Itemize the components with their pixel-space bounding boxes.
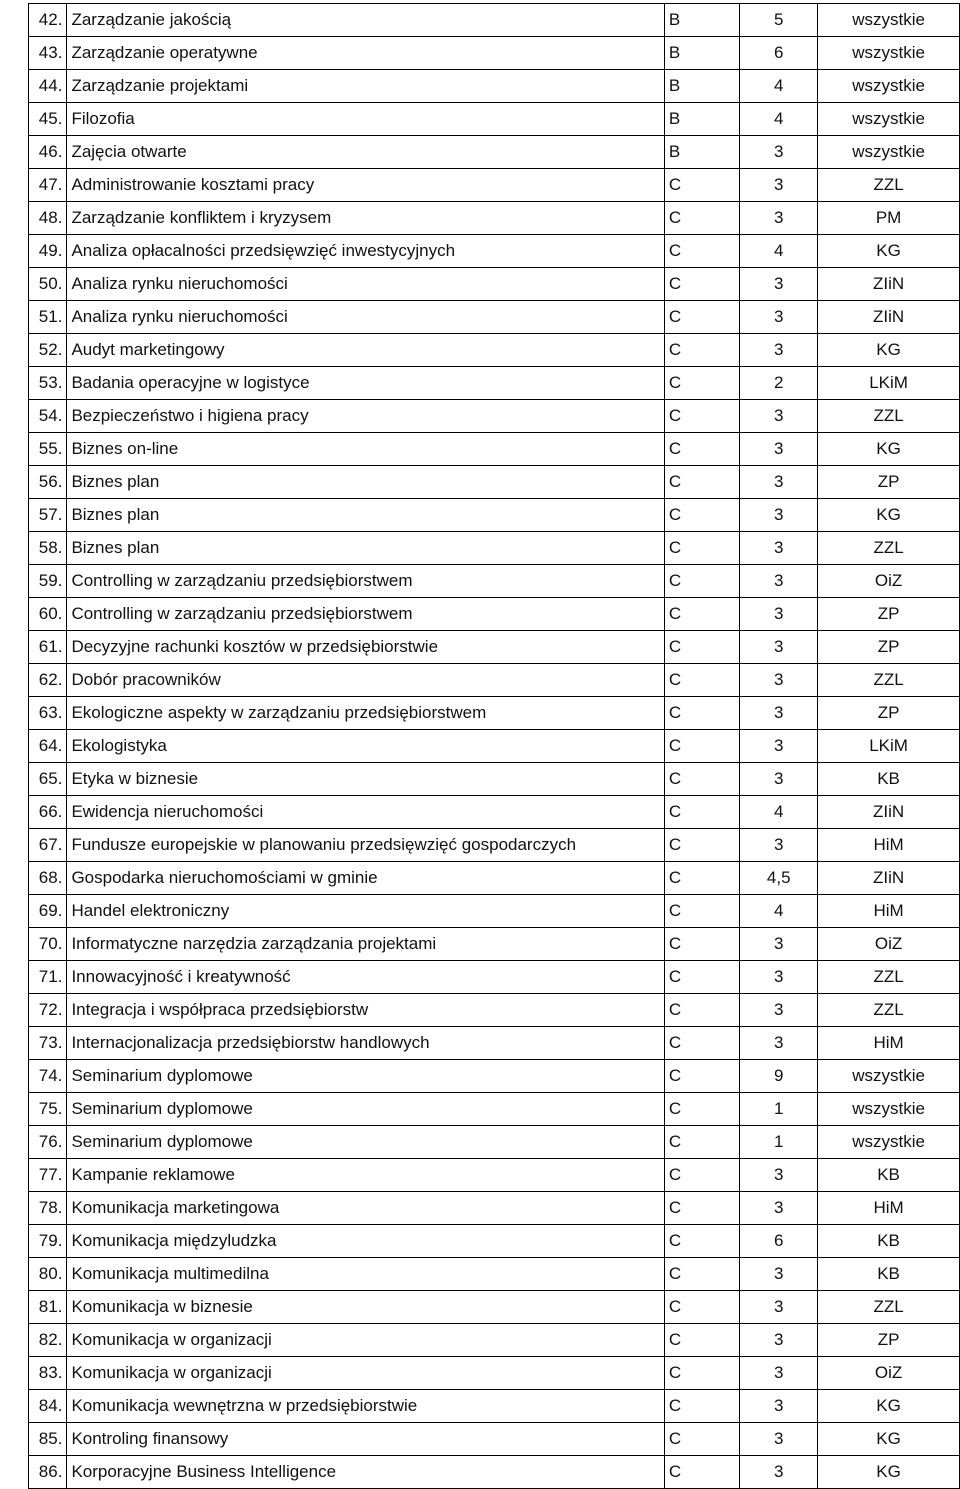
ects-points: 3 (740, 1159, 818, 1192)
ects-points: 3 (740, 466, 818, 499)
ects-points: 3 (740, 1390, 818, 1423)
specialization: KB (818, 1258, 960, 1291)
course-name: Zarządzanie projektami (67, 70, 664, 103)
ects-points: 3 (740, 1258, 818, 1291)
table-row (29, 730, 960, 763)
table-row (29, 103, 960, 136)
ects-points: 4 (740, 70, 818, 103)
specialization: wszystkie (818, 136, 960, 169)
ects-points: 1 (740, 1093, 818, 1126)
specialization: ZP (818, 631, 960, 664)
row-number: 79. (29, 1225, 67, 1258)
specialization: ZZL (818, 994, 960, 1027)
specialization: KG (818, 433, 960, 466)
course-type: B (664, 70, 739, 103)
ects-points: 3 (740, 1324, 818, 1357)
specialization: KG (818, 334, 960, 367)
course-type: C (664, 1027, 739, 1060)
table-row (29, 433, 960, 466)
row-number: 75. (29, 1093, 67, 1126)
course-type: C (664, 169, 739, 202)
table-row (29, 1357, 960, 1390)
course-type: B (664, 136, 739, 169)
ects-points: 3 (740, 994, 818, 1027)
course-name: Zarządzanie jakością (67, 4, 664, 37)
course-type: C (664, 268, 739, 301)
row-number: 45. (29, 103, 67, 136)
course-type: B (664, 4, 739, 37)
specialization: wszystkie (818, 1126, 960, 1159)
course-name: Seminarium dyplomowe (67, 1060, 664, 1093)
table-row (29, 499, 960, 532)
row-number: 52. (29, 334, 67, 367)
row-number: 48. (29, 202, 67, 235)
course-name: Komunikacja multimedilna (67, 1258, 664, 1291)
row-number: 69. (29, 895, 67, 928)
ects-points: 3 (740, 169, 818, 202)
table-row (29, 532, 960, 565)
course-name: Ekologiczne aspekty w zarządzaniu przedsiębiorstwem (67, 697, 664, 730)
table-row (29, 367, 960, 400)
course-type: C (664, 1456, 739, 1489)
row-number: 67. (29, 829, 67, 862)
ects-points: 3 (740, 730, 818, 763)
table-row (29, 169, 960, 202)
course-name: Gospodarka nieruchomościami w gminie (67, 862, 664, 895)
table-row (29, 400, 960, 433)
row-number: 84. (29, 1390, 67, 1423)
course-type: C (664, 1225, 739, 1258)
row-number: 73. (29, 1027, 67, 1060)
table-row (29, 1093, 960, 1126)
table-row (29, 70, 960, 103)
row-number: 51. (29, 301, 67, 334)
course-type: C (664, 466, 739, 499)
row-number: 58. (29, 532, 67, 565)
course-type: C (664, 1423, 739, 1456)
row-number: 50. (29, 268, 67, 301)
specialization: ZP (818, 466, 960, 499)
row-number: 81. (29, 1291, 67, 1324)
ects-points: 6 (740, 37, 818, 70)
specialization: ZIiN (818, 796, 960, 829)
ects-points: 3 (740, 664, 818, 697)
table-row (29, 334, 960, 367)
course-type: C (664, 796, 739, 829)
specialization: OiZ (818, 928, 960, 961)
course-name: Bezpieczeństwo i higiena pracy (67, 400, 664, 433)
table-row (29, 301, 960, 334)
course-type: C (664, 829, 739, 862)
table-row (29, 829, 960, 862)
course-type: C (664, 367, 739, 400)
course-name: Fundusze europejskie w planowaniu przedsięwzięć gospodarczych (67, 829, 664, 862)
row-number: 49. (29, 235, 67, 268)
specialization: wszystkie (818, 70, 960, 103)
table-row (29, 1456, 960, 1489)
row-number: 86. (29, 1456, 67, 1489)
specialization: ZP (818, 598, 960, 631)
specialization: ZP (818, 1324, 960, 1357)
specialization: ZP (818, 697, 960, 730)
course-name: Seminarium dyplomowe (67, 1126, 664, 1159)
specialization: HiM (818, 829, 960, 862)
ects-points: 6 (740, 1225, 818, 1258)
course-type: C (664, 202, 739, 235)
specialization: ZIiN (818, 862, 960, 895)
ects-points: 4 (740, 895, 818, 928)
specialization: KG (818, 499, 960, 532)
specialization: wszystkie (818, 1060, 960, 1093)
table-row (29, 1324, 960, 1357)
specialization: wszystkie (818, 4, 960, 37)
course-name: Komunikacja międzyludzka (67, 1225, 664, 1258)
course-name: Informatyczne narzędzia zarządzania projektami (67, 928, 664, 961)
table-row (29, 631, 960, 664)
course-type: C (664, 1126, 739, 1159)
table-row (29, 1258, 960, 1291)
row-number: 74. (29, 1060, 67, 1093)
ects-points: 4 (740, 103, 818, 136)
table-row (29, 136, 960, 169)
course-type: C (664, 928, 739, 961)
row-number: 57. (29, 499, 67, 532)
course-name: Ekologistyka (67, 730, 664, 763)
course-type: C (664, 1093, 739, 1126)
course-type: B (664, 103, 739, 136)
row-number: 71. (29, 961, 67, 994)
course-type: B (664, 37, 739, 70)
ects-points: 3 (740, 400, 818, 433)
ects-points: 3 (740, 334, 818, 367)
course-type: C (664, 1357, 739, 1390)
ects-points: 3 (740, 136, 818, 169)
table-row (29, 4, 960, 37)
course-name: Controlling w zarządzaniu przedsiębiorstwem (67, 598, 664, 631)
ects-points: 4 (740, 796, 818, 829)
course-name: Biznes plan (67, 466, 664, 499)
course-type: C (664, 1192, 739, 1225)
course-name: Badania operacyjne w logistyce (67, 367, 664, 400)
course-type: C (664, 1159, 739, 1192)
course-name: Administrowanie kosztami pracy (67, 169, 664, 202)
specialization: KB (818, 1225, 960, 1258)
course-type: C (664, 994, 739, 1027)
row-number: 42. (29, 4, 67, 37)
ects-points: 3 (740, 1357, 818, 1390)
ects-points: 3 (740, 1027, 818, 1060)
row-number: 44. (29, 70, 67, 103)
specialization: HiM (818, 1027, 960, 1060)
course-name: Zajęcia otwarte (67, 136, 664, 169)
specialization: ZZL (818, 961, 960, 994)
specialization: OiZ (818, 565, 960, 598)
course-type: C (664, 1258, 739, 1291)
course-name: Handel elektroniczny (67, 895, 664, 928)
table-row (29, 598, 960, 631)
course-name: Audyt marketingowy (67, 334, 664, 367)
table-row (29, 961, 960, 994)
ects-points: 3 (740, 499, 818, 532)
course-type: C (664, 697, 739, 730)
table-row (29, 895, 960, 928)
specialization: LKiM (818, 730, 960, 763)
row-number: 77. (29, 1159, 67, 1192)
course-name: Filozofia (67, 103, 664, 136)
course-type: C (664, 499, 739, 532)
ects-points: 3 (740, 829, 818, 862)
ects-points: 9 (740, 1060, 818, 1093)
course-name: Biznes plan (67, 532, 664, 565)
course-name: Komunikacja marketingowa (67, 1192, 664, 1225)
row-number: 80. (29, 1258, 67, 1291)
course-name: Komunikacja w organizacji (67, 1324, 664, 1357)
row-number: 53. (29, 367, 67, 400)
table-row (29, 37, 960, 70)
course-type: C (664, 895, 739, 928)
specialization: HiM (818, 895, 960, 928)
course-name: Korporacyjne Business Intelligence (67, 1456, 664, 1489)
specialization: HiM (818, 1192, 960, 1225)
ects-points: 4 (740, 235, 818, 268)
course-name: Zarządzanie operatywne (67, 37, 664, 70)
specialization: PM (818, 202, 960, 235)
course-type: C (664, 1390, 739, 1423)
row-number: 55. (29, 433, 67, 466)
ects-points: 3 (740, 1423, 818, 1456)
course-type: C (664, 433, 739, 466)
specialization: ZZL (818, 400, 960, 433)
table-row (29, 1027, 960, 1060)
course-name: Etyka w biznesie (67, 763, 664, 796)
row-number: 82. (29, 1324, 67, 1357)
ects-points: 3 (740, 928, 818, 961)
table-row (29, 928, 960, 961)
course-name: Analiza rynku nieruchomości (67, 268, 664, 301)
specialization: KG (818, 1423, 960, 1456)
row-number: 59. (29, 565, 67, 598)
course-type: C (664, 235, 739, 268)
specialization: OiZ (818, 1357, 960, 1390)
ects-points: 5 (740, 4, 818, 37)
course-type: C (664, 1324, 739, 1357)
course-name: Biznes on-line (67, 433, 664, 466)
course-name: Zarządzanie konfliktem i kryzysem (67, 202, 664, 235)
specialization: LKiM (818, 367, 960, 400)
ects-points: 3 (740, 532, 818, 565)
course-table (28, 3, 960, 1489)
course-name: Komunikacja w organizacji (67, 1357, 664, 1390)
row-number: 83. (29, 1357, 67, 1390)
course-name: Analiza rynku nieruchomości (67, 301, 664, 334)
ects-points: 3 (740, 301, 818, 334)
specialization: wszystkie (818, 37, 960, 70)
row-number: 66. (29, 796, 67, 829)
row-number: 60. (29, 598, 67, 631)
table-row (29, 862, 960, 895)
ects-points: 2 (740, 367, 818, 400)
course-name: Kampanie reklamowe (67, 1159, 664, 1192)
course-type: C (664, 862, 739, 895)
course-name: Internacjonalizacja przedsiębiorstw handlowych (67, 1027, 664, 1060)
course-type: C (664, 301, 739, 334)
table-row (29, 1159, 960, 1192)
course-name: Controlling w zarządzaniu przedsiębiorstwem (67, 565, 664, 598)
table-row (29, 202, 960, 235)
row-number: 68. (29, 862, 67, 895)
table-row (29, 1291, 960, 1324)
ects-points: 4,5 (740, 862, 818, 895)
ects-points: 3 (740, 961, 818, 994)
course-name: Komunikacja wewnętrzna w przedsiębiorstwie (67, 1390, 664, 1423)
course-type: C (664, 400, 739, 433)
specialization: ZZL (818, 169, 960, 202)
specialization: ZZL (818, 1291, 960, 1324)
course-type: C (664, 664, 739, 697)
table-row (29, 268, 960, 301)
course-type: C (664, 763, 739, 796)
specialization: ZZL (818, 664, 960, 697)
ects-points: 1 (740, 1126, 818, 1159)
specialization: wszystkie (818, 1093, 960, 1126)
course-name: Biznes plan (67, 499, 664, 532)
row-number: 70. (29, 928, 67, 961)
course-name: Analiza opłacalności przedsięwzięć inwestycyjnych (67, 235, 664, 268)
course-type: C (664, 961, 739, 994)
row-number: 64. (29, 730, 67, 763)
specialization: ZIiN (818, 268, 960, 301)
specialization: KG (818, 235, 960, 268)
row-number: 72. (29, 994, 67, 1027)
table-row (29, 1126, 960, 1159)
specialization: KG (818, 1456, 960, 1489)
ects-points: 3 (740, 1192, 818, 1225)
row-number: 76. (29, 1126, 67, 1159)
course-name: Decyzyjne rachunki kosztów w przedsiębiorstwie (67, 631, 664, 664)
specialization: ZIiN (818, 301, 960, 334)
row-number: 78. (29, 1192, 67, 1225)
ects-points: 3 (740, 631, 818, 664)
course-name: Kontroling finansowy (67, 1423, 664, 1456)
table-row (29, 1225, 960, 1258)
course-name: Integracja i współpraca przedsiębiorstw (67, 994, 664, 1027)
row-number: 65. (29, 763, 67, 796)
row-number: 62. (29, 664, 67, 697)
course-type: C (664, 631, 739, 664)
course-name: Ewidencja nieruchomości (67, 796, 664, 829)
row-number: 46. (29, 136, 67, 169)
ects-points: 3 (740, 763, 818, 796)
ects-points: 3 (740, 433, 818, 466)
row-number: 54. (29, 400, 67, 433)
ects-points: 3 (740, 1291, 818, 1324)
specialization: KB (818, 1159, 960, 1192)
table-row (29, 466, 960, 499)
course-type: C (664, 334, 739, 367)
table-row (29, 796, 960, 829)
table-row (29, 235, 960, 268)
row-number: 43. (29, 37, 67, 70)
course-type: C (664, 1291, 739, 1324)
table-row (29, 664, 960, 697)
course-type: C (664, 730, 739, 763)
ects-points: 3 (740, 697, 818, 730)
table-row (29, 763, 960, 796)
specialization: wszystkie (818, 103, 960, 136)
table-row (29, 994, 960, 1027)
row-number: 85. (29, 1423, 67, 1456)
course-type: C (664, 1060, 739, 1093)
course-name: Seminarium dyplomowe (67, 1093, 664, 1126)
table-row (29, 1423, 960, 1456)
ects-points: 3 (740, 202, 818, 235)
specialization: KG (818, 1390, 960, 1423)
course-name: Innowacyjność i kreatywność (67, 961, 664, 994)
specialization: KB (818, 763, 960, 796)
ects-points: 3 (740, 1456, 818, 1489)
row-number: 61. (29, 631, 67, 664)
specialization: ZZL (818, 532, 960, 565)
course-name: Komunikacja w biznesie (67, 1291, 664, 1324)
table-row (29, 1390, 960, 1423)
course-type: C (664, 532, 739, 565)
course-type: C (664, 598, 739, 631)
course-table-body (29, 4, 960, 1489)
row-number: 56. (29, 466, 67, 499)
ects-points: 3 (740, 565, 818, 598)
table-row (29, 1060, 960, 1093)
ects-points: 3 (740, 268, 818, 301)
table-row (29, 697, 960, 730)
ects-points: 3 (740, 598, 818, 631)
course-name: Dobór pracowników (67, 664, 664, 697)
course-type: C (664, 565, 739, 598)
table-row (29, 565, 960, 598)
table-row (29, 1192, 960, 1225)
row-number: 47. (29, 169, 67, 202)
row-number: 63. (29, 697, 67, 730)
